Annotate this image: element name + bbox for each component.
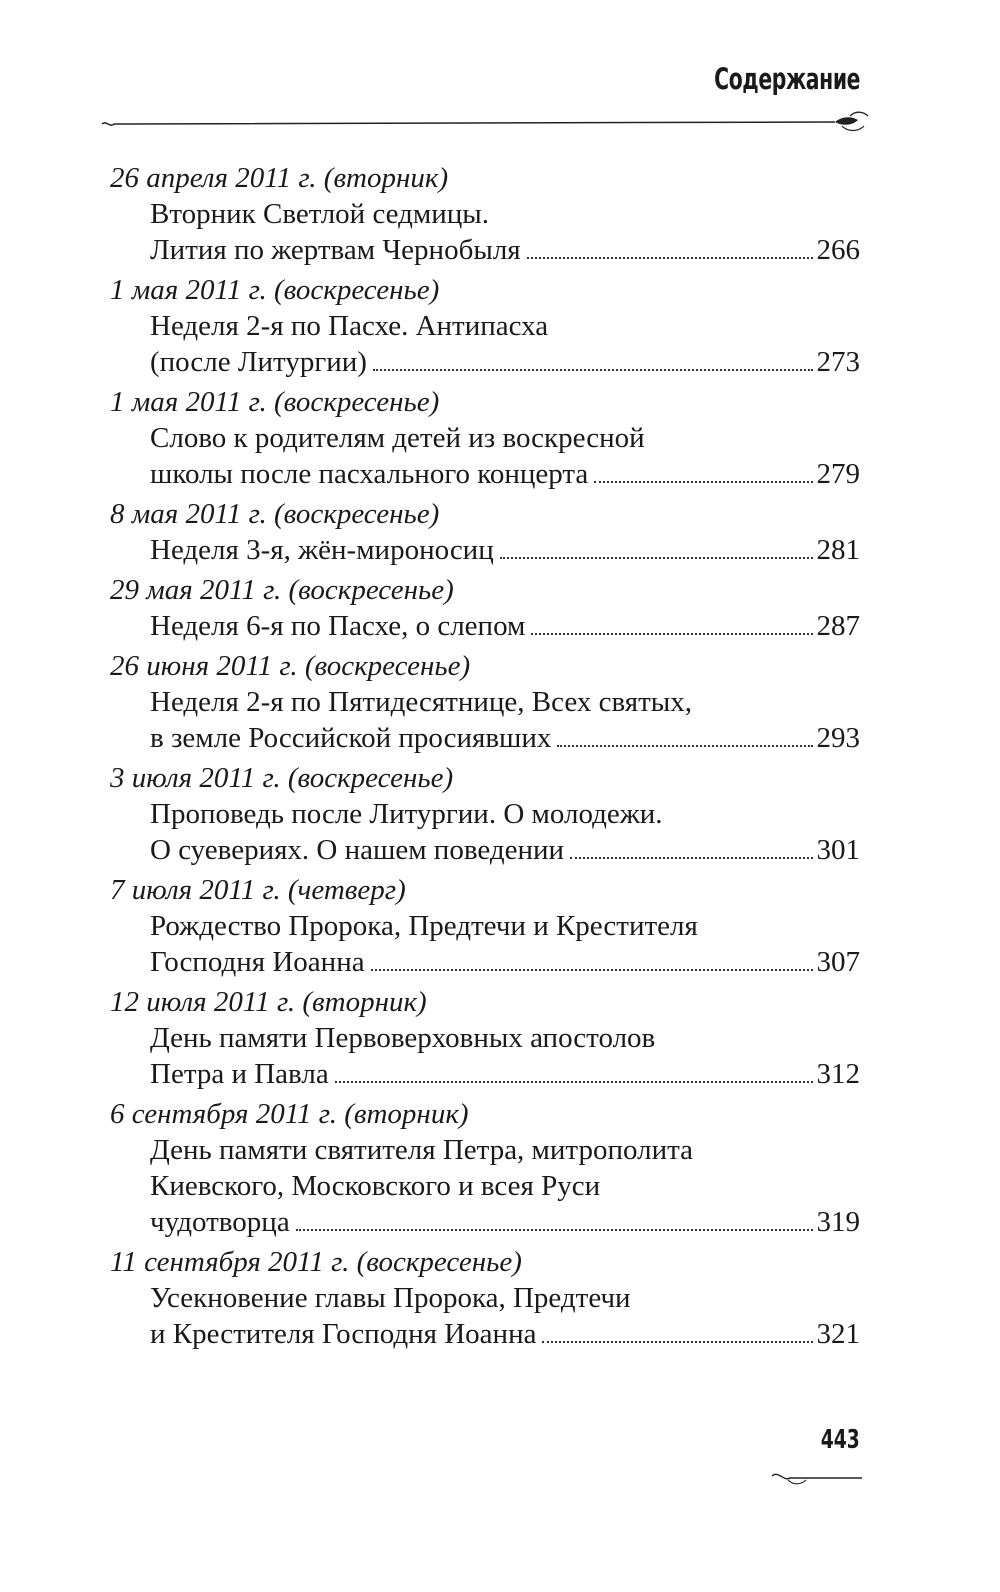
footer-ornament-rule xyxy=(770,1468,865,1488)
toc-entry-page-number: 293 xyxy=(816,722,860,754)
toc-entry-title-line: Слово к родителям детей из воскресной xyxy=(150,422,645,454)
toc-entry-final-line xyxy=(110,532,860,568)
toc-entry xyxy=(110,648,860,756)
toc-entry xyxy=(110,760,860,868)
toc-entry-page-number: 281 xyxy=(816,534,860,566)
toc-entry-title-line: Вторник Светлой седмицы. xyxy=(150,198,490,230)
running-header-title: Содержание xyxy=(714,62,860,96)
toc-entry-date: 26 июня 2011 г. (воскресенье) xyxy=(110,650,471,682)
toc-entry xyxy=(110,384,860,492)
toc-entry xyxy=(110,1096,860,1240)
toc-entry-date: 3 июля 2011 г. (воскресенье) xyxy=(110,762,454,794)
toc-entry-page-number: 319 xyxy=(816,1206,860,1238)
toc-entry-title-line: День памяти святителя Петра, митрополита xyxy=(150,1134,693,1166)
toc-entry-page-number: 307 xyxy=(816,946,860,978)
toc-entry-title-line: Проповедь после Литургии. О молодежи. xyxy=(150,798,663,830)
dot-leader xyxy=(335,1080,813,1083)
toc-entry-title-line: (после Литургии) xyxy=(150,346,367,378)
toc-entry-page-number: 273 xyxy=(816,346,860,378)
toc-entry-title-line: Неделя 3-я, жён-мироносиц xyxy=(150,534,494,566)
toc-entry-title-line: Усекновение главы Пророка, Предтечи xyxy=(150,1282,631,1314)
toc-entry xyxy=(110,872,860,980)
toc-entry-title-line: День памяти Первоверховных апостолов xyxy=(150,1022,656,1054)
toc-entry-date: 12 июля 2011 г. (вторник) xyxy=(110,986,427,1018)
toc-entry-title-line: Петра и Павла xyxy=(150,1058,329,1090)
toc-entry xyxy=(110,160,860,268)
toc-entry xyxy=(110,496,860,568)
page-number: 443 xyxy=(820,1425,860,1455)
toc-entry xyxy=(110,984,860,1092)
toc-entry-date: 8 мая 2011 г. (воскресенье) xyxy=(110,498,440,530)
toc-entry-page-number: 301 xyxy=(816,834,860,866)
toc-entry-final-line xyxy=(110,720,860,756)
dot-leader xyxy=(531,632,812,635)
dot-leader xyxy=(373,368,813,371)
toc-entry-final-line xyxy=(110,1316,860,1352)
table-of-contents xyxy=(110,160,860,1356)
toc-entry xyxy=(110,1244,860,1352)
dot-leader xyxy=(594,480,812,483)
toc-entry-date: 7 июля 2011 г. (четверг) xyxy=(110,874,406,906)
toc-entry-title-line: О суевериях. О нашем поведении xyxy=(150,834,565,866)
toc-entry-page-number: 287 xyxy=(816,610,860,642)
dot-leader xyxy=(500,556,813,559)
toc-entry-page-number: 266 xyxy=(816,234,860,266)
dot-leader xyxy=(557,744,812,747)
toc-entry-date: 11 сентября 2011 г. (воскресенье) xyxy=(110,1246,522,1278)
toc-entry-final-line xyxy=(110,456,860,492)
toc-entry-final-line xyxy=(110,232,860,268)
toc-entry-title-line: Неделя 2-я по Пасхе. Антипасха xyxy=(150,310,549,342)
toc-entry-title-line: Неделя 6-я по Пасхе, о слепом xyxy=(150,610,526,642)
dot-leader xyxy=(570,856,812,859)
toc-entry-page-number: 312 xyxy=(816,1058,860,1090)
toc-entry-date: 6 сентября 2011 г. (вторник) xyxy=(110,1098,469,1130)
toc-entry-date: 1 мая 2011 г. (воскресенье) xyxy=(110,386,440,418)
dot-leader xyxy=(296,1228,813,1231)
toc-entry-date: 1 мая 2011 г. (воскресенье) xyxy=(110,274,440,306)
toc-entry-title-line: и Крестителя Господня Иоанна xyxy=(150,1318,537,1350)
toc-entry-date: 29 мая 2011 г. (воскресенье) xyxy=(110,574,454,606)
toc-entry-final-line xyxy=(110,1204,860,1240)
toc-entry-date: 26 апреля 2011 г. (вторник) xyxy=(110,162,449,194)
toc-entry-page-number: 321 xyxy=(816,1318,860,1350)
toc-entry-title-line: Киевского, Московского и всея Руси xyxy=(150,1170,601,1202)
toc-entry-title-line: школы после пасхального концерта xyxy=(150,458,589,490)
toc-entry-final-line xyxy=(110,608,860,644)
toc-entry-title-line: Господня Иоанна xyxy=(150,946,365,978)
toc-entry-title-line: чудотворца xyxy=(150,1206,290,1238)
dot-leader xyxy=(542,1340,812,1343)
toc-entry-final-line xyxy=(110,832,860,868)
toc-entry xyxy=(110,272,860,380)
toc-entry-title-line: Рождество Пророка, Предтечи и Крестителя xyxy=(150,910,698,942)
toc-entry xyxy=(110,572,860,644)
toc-entry-title-line: в земле Российской просиявших xyxy=(150,722,552,754)
toc-entry-title-line: Лития по жертвам Чернобыля xyxy=(150,234,521,266)
toc-entry-final-line xyxy=(110,1056,860,1092)
toc-entry-final-line xyxy=(110,344,860,380)
dot-leader xyxy=(527,256,813,259)
toc-entry-final-line xyxy=(110,944,860,980)
dot-leader xyxy=(371,968,813,971)
header-ornament-rule xyxy=(100,108,870,138)
toc-entry-page-number: 279 xyxy=(816,458,860,490)
toc-entry-title-line: Неделя 2-я по Пятидесятнице, Всех святых, xyxy=(150,686,693,718)
